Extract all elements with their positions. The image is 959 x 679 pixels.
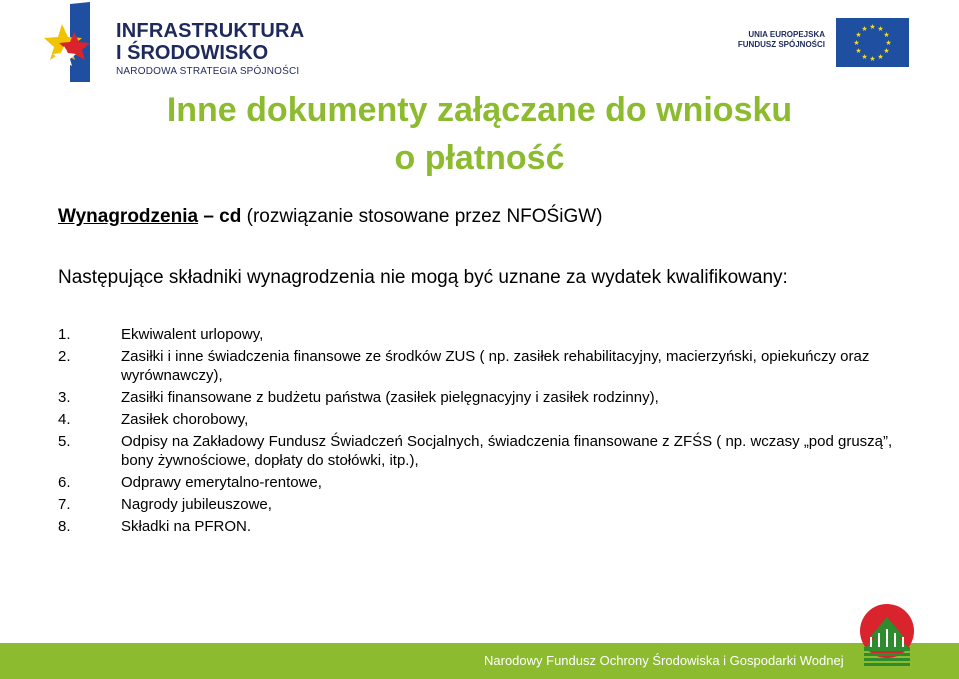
list-item-number: 3. (58, 389, 71, 406)
eu-caption-line1: UNIA EUROPEJSKA (748, 30, 825, 39)
eu-flag-icon (836, 18, 909, 67)
svg-text:★: ★ (877, 25, 884, 33)
list-item-text: Ekwiwalent urlopowy, (121, 326, 264, 343)
svg-text:★: ★ (883, 47, 890, 55)
list-item-number: 7. (58, 496, 71, 513)
section-label: Wynagrodzenia (58, 206, 199, 227)
svg-text:★: ★ (869, 23, 876, 31)
list-item-text: Składki na PFRON. (121, 518, 252, 535)
svg-text:★: ★ (885, 39, 892, 47)
list-item-number: 6. (58, 474, 71, 491)
svg-text:★: ★ (877, 53, 884, 61)
list-item-number: 4. (58, 411, 71, 428)
nfosigw-logo-icon (856, 603, 918, 673)
svg-text:★: ★ (869, 55, 876, 63)
list-item-text: Zasiłki finansowane z budżetu państwa (zasiłek pielęgnacyjny i zasiłek rodzinny), (121, 389, 659, 406)
list-item (58, 432, 898, 470)
exclusions-list (58, 325, 898, 539)
svg-text:★: ★ (861, 25, 868, 33)
svg-text:★: ★ (855, 47, 862, 55)
page-header (0, 0, 959, 90)
list-item (58, 325, 898, 344)
list-item-number: 2. (58, 348, 71, 365)
eu-caption-line2: FUNDUSZ SPÓJNOŚCI (737, 40, 825, 49)
section-heading (58, 206, 602, 228)
list-item-text: Nagrody jubileuszowe, (121, 496, 272, 513)
page-title-line1: Inne dokumenty załączane do wniosku (166, 91, 793, 129)
brand-title-line2: I ŚRODOWISKO (116, 42, 269, 64)
footer-text: Narodowy Fundusz Ochrony Środowiska i Gospodarki Wodnej (484, 653, 844, 668)
intro-text: Następujące składniki wynagrodzenia nie mogą być uznane za wydatek kwalifikowany: (58, 267, 788, 288)
svg-text:★: ★ (861, 53, 868, 61)
svg-text:★: ★ (883, 31, 890, 39)
list-item-number: 1. (58, 326, 71, 343)
page-title (0, 86, 959, 182)
list-item (58, 410, 898, 429)
svg-text:★: ★ (853, 39, 860, 47)
infrastruktura-logo (44, 2, 314, 84)
list-item (58, 517, 898, 536)
list-item-number: 5. (58, 433, 71, 450)
page-title-line2: o płatność (394, 139, 565, 177)
brand-subtitle: NARODOWA STRATEGIA SPÓJNOŚCI (116, 66, 300, 77)
list-item (58, 473, 898, 492)
list-item-text: Odprawy emerytalno-rentowe, (121, 474, 322, 491)
list-item-text: Odpisy na Zakładowy Fundusz Świadczeń Socjalnych, świadczenia finansowane z ZFŚS ( np. wczasy „pod gruszą”, bony żywnościowe, dopłaty do stołówki, itp.), (121, 433, 893, 469)
section-dash: – cd (198, 206, 242, 227)
list-item-number: 8. (58, 518, 71, 535)
section-note: (rozwiązanie stosowane przez NFOŚiGW) (241, 206, 603, 227)
star-logo-icon (44, 2, 114, 84)
list-item-text: Zasiłek chorobowy, (121, 411, 249, 428)
svg-text:★: ★ (855, 31, 862, 39)
list-item-text: Zasiłki i inne świadczenia finansowe ze środków ZUS ( np. zasiłek rehabilitacyjny, macierzyński, opiekuńczy oraz wyrównawczy), (121, 348, 870, 384)
eu-caption (738, 30, 825, 50)
list-item (58, 347, 898, 385)
brand-title-line1: INFRASTRUKTURA (116, 20, 305, 42)
list-item (58, 495, 898, 514)
list-item (58, 388, 898, 407)
